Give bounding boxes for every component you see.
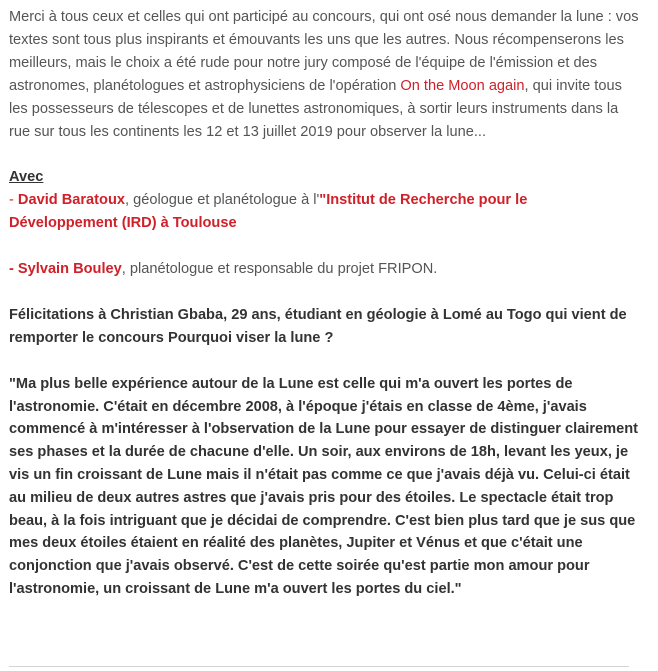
- sylvain-bouley-link[interactable]: Sylvain Bouley: [17, 261, 122, 278]
- spacer: [9, 281, 639, 304]
- guests-heading: Avec: [9, 169, 44, 186]
- congratulations-paragraph: Félicitations à Christian Gbaba, 29 ans, étudiant en géologie à Lomé au Togo qui vient de remporter le concours Pourquoi viser la lune ?: [9, 307, 627, 346]
- guest-2-dash: -: [9, 261, 18, 278]
- article-body: [9, 6, 639, 601]
- guests-heading-line: [9, 166, 639, 189]
- guest-item-david-baratoux: [9, 189, 639, 235]
- intro-paragraph: [9, 6, 639, 143]
- guest-1-dash: -: [9, 192, 18, 209]
- section-divider: [9, 666, 629, 667]
- david-baratoux-link[interactable]: David Baratoux: [17, 192, 125, 209]
- intro-text-end: , qui invite tous les possesseurs de télescopes et de lunettes astronomiques, à sortir leurs instruments dans la rue sur tous les continents les 12 et 13 juillet 2019 pour observer la lune...: [9, 77, 622, 140]
- spacer: [9, 235, 639, 258]
- spacer: [9, 350, 639, 373]
- on-the-moon-again-link[interactable]: On the Moon again: [400, 77, 525, 94]
- ird-toulouse-link[interactable]: "Institut de Recherche pour le Développement (IRD) à Toulouse: [9, 192, 528, 232]
- guest-item-sylvain-bouley: [9, 258, 639, 281]
- intro-text-start: Merci à tous ceux et celles qui ont participé au concours, qui ont osé nous demander la lune : vos textes sont tous plus inspirants et émouvants les uns que les autres. Nous récompenserons les meilleurs, mais le choix a été rude pour notre jury composé de l'équipe de l'émission et des astronomes, planétologues et astrophysiciens de l'opération: [9, 9, 639, 94]
- guest-1-role: , géologue et planétologue à l': [124, 192, 320, 209]
- guest-2-role: , planétologue et responsable du projet FRIPON.: [121, 261, 438, 278]
- winner-quote: "Ma plus belle expérience autour de la Lune est celle qui m'a ouvert les portes de l'astronomie. C'était en décembre 2008, à l'époque j'étais en classe de 4ème, j'avais commencé à m'intéresser à l'observation de la Lune pour essayer de distinguer clairement ses phases et la durée de chacune d'elle. Un soir, aux environs de 18h, levant les yeux, je vis un fin croissant de Lune mais il n'était pas comme ce que j'avais déjà vu. Celui-ci était au milieu de deux autres astres que j'avais pris pour des étoiles. Le spectacle était trop beau, à la fois intriguant que je décidai de comprendre. C'est bien plus tard que je sus que mes deux étoiles étaient en réalité des planètes, Jupiter et Vénus et que c'était une conjonction que j'avais observé. C'est de cette soirée qu'est partie mon amour pour l'astronomie, un croissant de Lune m'a ouvert les portes du ciel.": [9, 375, 639, 598]
